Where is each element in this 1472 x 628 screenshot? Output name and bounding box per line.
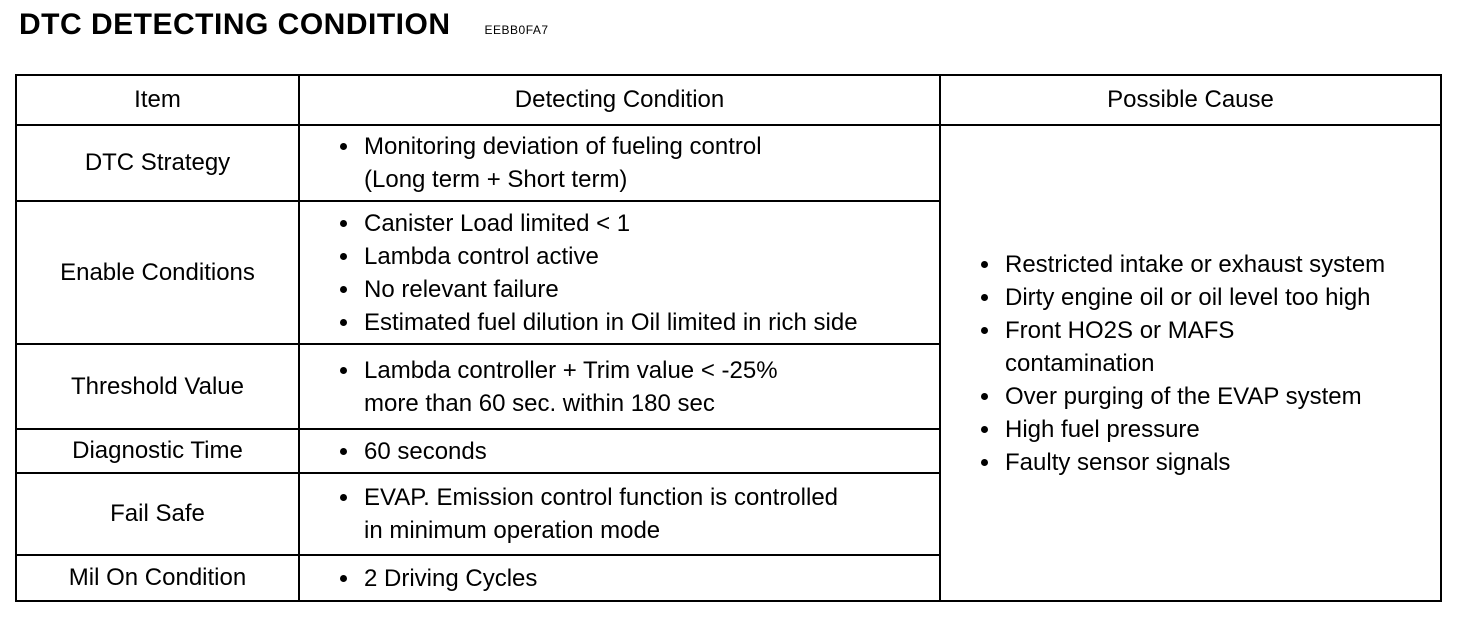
condition-list — [336, 354, 929, 420]
row-detecting-condition — [299, 201, 940, 344]
condition-list-item — [336, 354, 929, 420]
page-title: DTC DETECTING CONDITION — [19, 8, 451, 41]
cause-text: contamination — [1005, 349, 1155, 377]
condition-list-item — [336, 273, 929, 306]
column-header-item: Item — [16, 75, 299, 125]
condition-list-item — [336, 240, 929, 273]
row-item-label: Diagnostic Time — [16, 429, 299, 473]
row-detecting-condition — [299, 473, 940, 555]
condition-list-item — [336, 207, 929, 240]
cause-text: Restricted intake or exhaust system — [1005, 250, 1386, 278]
possible-cause-cell — [940, 125, 1441, 601]
condition-list-item — [336, 562, 929, 595]
condition-text: No relevant failure — [364, 275, 559, 303]
table-body — [16, 125, 1441, 601]
cause-text: Dirty engine oil or oil level too high — [1005, 283, 1371, 311]
condition-text: in minimum operation mode — [364, 517, 661, 544]
cause-list — [977, 248, 1440, 479]
row-item-label: Enable Conditions — [16, 201, 299, 344]
row-detecting-condition — [299, 555, 940, 601]
row-detecting-condition — [299, 125, 940, 201]
row-detecting-condition — [299, 429, 940, 473]
dtc-condition-table — [15, 74, 1442, 602]
condition-text: Lambda control active — [364, 242, 599, 270]
condition-text: Estimated fuel dilution in Oil limited in rich side — [364, 308, 858, 336]
row-item-label: Mil On Condition — [16, 555, 299, 601]
condition-list — [336, 562, 929, 595]
condition-text: Monitoring deviation of fueling control — [364, 133, 762, 160]
title-block — [19, 8, 549, 48]
cause-list-item — [977, 314, 1440, 380]
cause-list-item — [977, 446, 1440, 479]
condition-text: (Long term + Short term) — [364, 166, 628, 193]
condition-text: EVAP. Emission control function is controlled — [364, 484, 839, 511]
condition-list-item — [336, 435, 929, 468]
document-code: EEBB0FA7 — [484, 23, 549, 37]
row-detecting-condition — [299, 344, 940, 429]
cause-text: Front HO2S or MAFS — [1005, 316, 1235, 344]
condition-list — [336, 481, 929, 547]
cause-text: High fuel pressure — [1005, 415, 1200, 443]
cause-list-item — [977, 281, 1440, 314]
condition-list-item — [336, 130, 929, 196]
table-header-row — [16, 75, 1441, 125]
column-header-condition: Detecting Condition — [299, 75, 940, 125]
condition-list-item — [336, 481, 929, 547]
cause-text: Over purging of the EVAP system — [1005, 382, 1362, 410]
condition-list — [336, 130, 929, 196]
condition-text: 2 Driving Cycles — [364, 564, 538, 592]
table-row — [16, 125, 1441, 201]
row-item-label: Threshold Value — [16, 344, 299, 429]
condition-text: Canister Load limited < 1 — [364, 209, 631, 237]
cause-list-item — [977, 248, 1440, 281]
condition-list — [336, 207, 929, 339]
cause-list-item — [977, 413, 1440, 446]
column-header-cause: Possible Cause — [940, 75, 1441, 125]
row-item-label: DTC Strategy — [16, 125, 299, 201]
condition-list — [336, 435, 929, 468]
condition-list-item — [336, 306, 929, 339]
row-item-label: Fail Safe — [16, 473, 299, 555]
condition-text: Lambda controller + Trim value < -25% — [364, 356, 778, 384]
condition-text: more than 60 sec. within 180 sec — [364, 389, 715, 417]
cause-text: Faulty sensor signals — [1005, 448, 1231, 476]
condition-text: 60 seconds — [364, 437, 487, 465]
cause-list-item — [977, 380, 1440, 413]
